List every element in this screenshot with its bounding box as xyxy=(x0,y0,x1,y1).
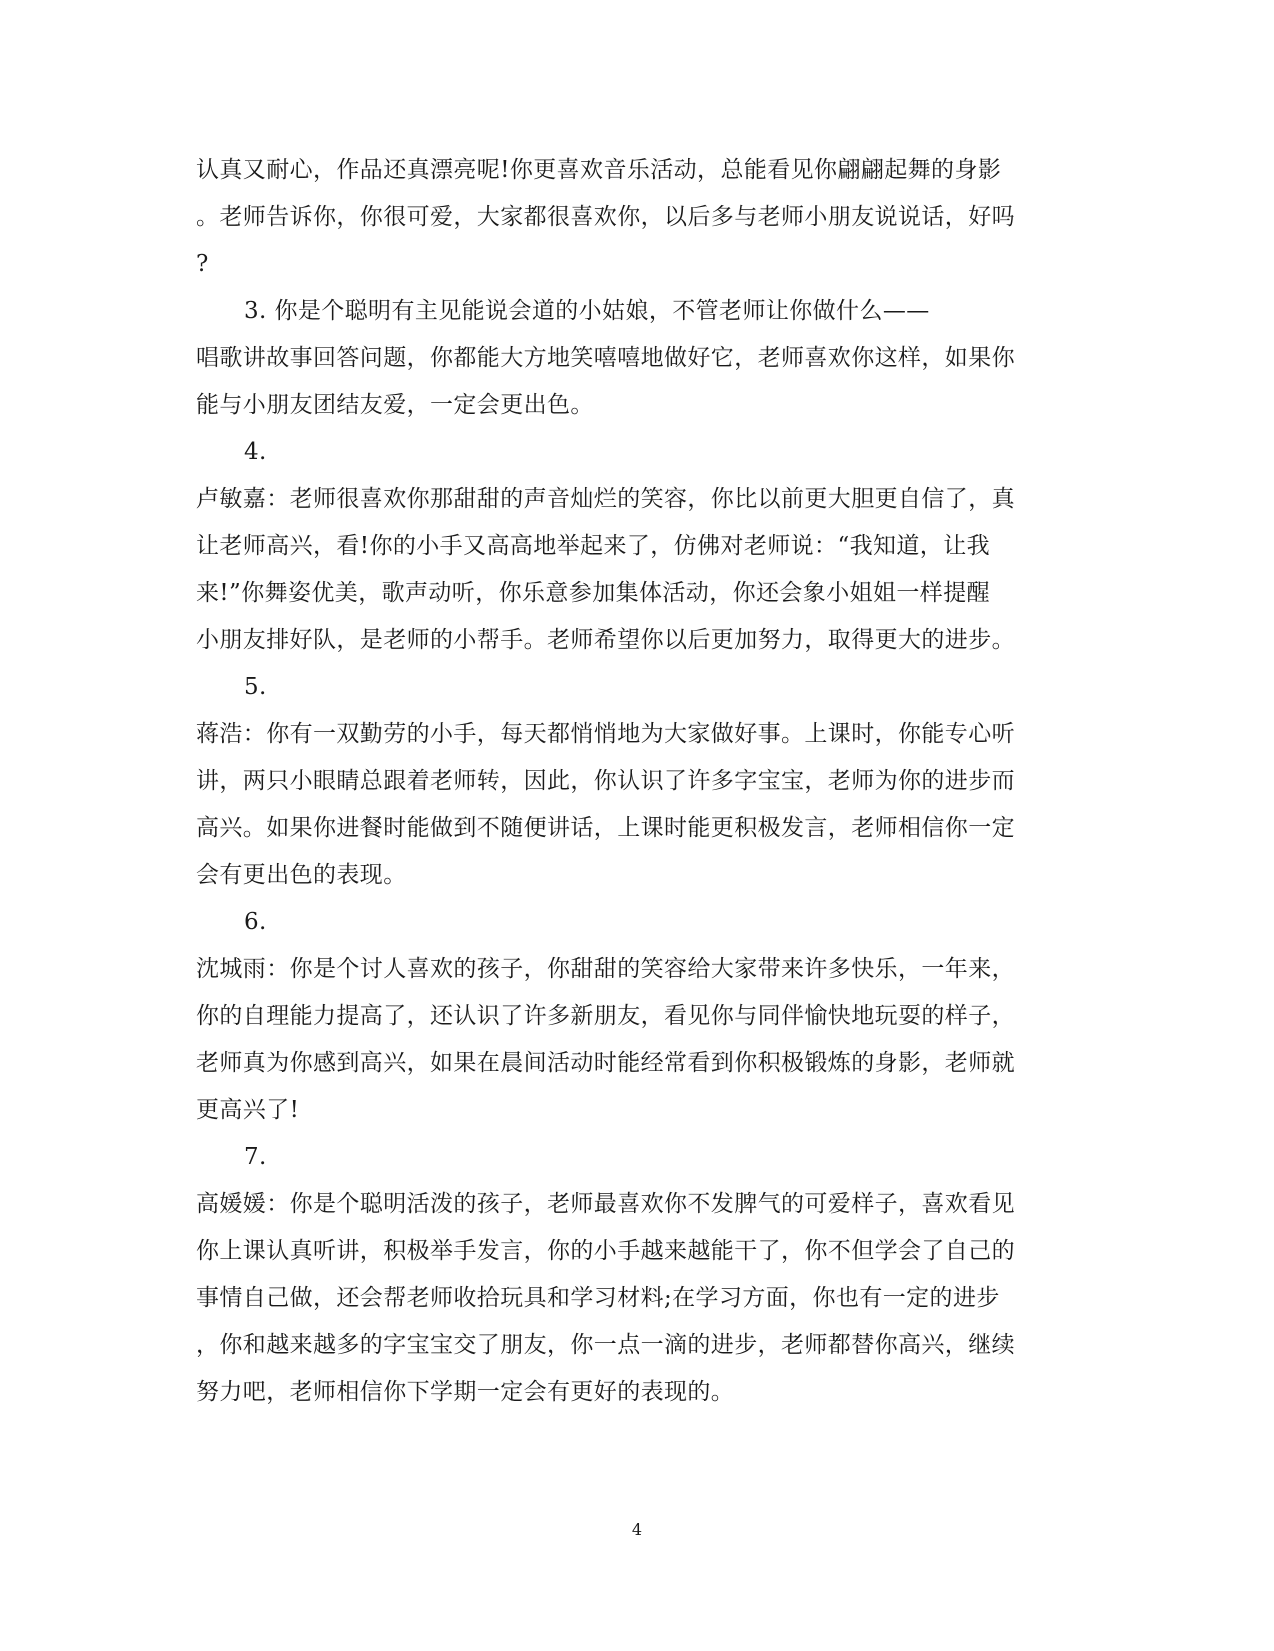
text-line: 高兴。如果你进餐时能做到不随便讲话，上课时能更积极发言，老师相信你一定 xyxy=(196,815,1015,841)
text-line: 事情自己做，还会帮老师收拾玩具和学习材料;在学习方面，你也有一定的进步 xyxy=(196,1285,1000,1311)
text-line: 。老师告诉你，你很可爱，大家都很喜欢你，以后多与老师小朋友说说话，好吗 xyxy=(196,204,1015,230)
text-line: 努力吧，老师相信你下学期一定会有更好的表现的。 xyxy=(196,1379,735,1405)
list-item-number-5: 5. xyxy=(244,674,267,700)
text-line: ，你和越来越多的字宝宝交了朋友，你一点一滴的进步，老师都替你高兴，继续 xyxy=(196,1332,1015,1358)
text-line: 小朋友排好队，是老师的小帮手。老师希望你以后更加努力，取得更大的进步。 xyxy=(196,627,1015,653)
page-number: 4 xyxy=(631,1520,643,1539)
text-line: 你上课认真听讲，积极举手发言，你的小手越来越能干了，你不但学会了自己的 xyxy=(196,1238,1015,1264)
text-line: 讲，两只小眼睛总跟着老师转，因此，你认识了许多字宝宝，老师为你的进步而 xyxy=(196,768,1015,794)
text-line: 认真又耐心，作品还真漂亮呢!你更喜欢音乐活动，总能看见你翩翩起舞的身影 xyxy=(196,157,1002,183)
list-item-number-6: 6. xyxy=(244,909,267,935)
text-line: 唱歌讲故事回答问题，你都能大方地笑嘻嘻地做好它，老师喜欢你这样，如果你 xyxy=(196,345,1015,371)
text-line: 老师真为你感到高兴，如果在晨间活动时能经常看到你积极锻炼的身影，老师就 xyxy=(196,1050,1015,1076)
text-line: 卢敏嘉：老师很喜欢你那甜甜的声音灿烂的笑容，你比以前更大胆更自信了，真 xyxy=(196,486,1015,512)
text-line: 会有更出色的表现。 xyxy=(196,862,407,888)
list-item-number-7: 7. xyxy=(244,1144,267,1170)
text-line: 来!”你舞姿优美，歌声动听，你乐意参加集体活动，你还会象小姐姐一样提醒 xyxy=(196,580,991,606)
text-line: 沈城雨：你是个讨人喜欢的孩子，你甜甜的笑容给大家带来许多快乐，一年来， xyxy=(196,956,1015,982)
text-line: 让老师高兴，看!你的小手又高高地举起来了，仿佛对老师说：“我知道，让我 xyxy=(196,533,991,559)
list-item-number-4: 4. xyxy=(244,439,267,465)
text-line: 高媛媛：你是个聪明活泼的孩子，老师最喜欢你不发脾气的可爱样子，喜欢看见 xyxy=(196,1191,1015,1217)
text-line: 蒋浩：你有一双勤劳的小手，每天都悄悄地为大家做好事。上课时，你能专心听 xyxy=(196,721,1015,747)
text-line: 你的自理能力提高了，还认识了许多新朋友，看见你与同伴愉快地玩耍的样子， xyxy=(196,1003,1015,1029)
text-line: 能与小朋友团结友爱，一定会更出色。 xyxy=(196,392,594,418)
text-line: 更高兴了! xyxy=(196,1097,300,1123)
text-line: ? xyxy=(196,251,209,277)
list-item-number-3: 3. 你是个聪明有主见能说会道的小姑娘，不管老师让你做什么—— xyxy=(244,298,930,324)
